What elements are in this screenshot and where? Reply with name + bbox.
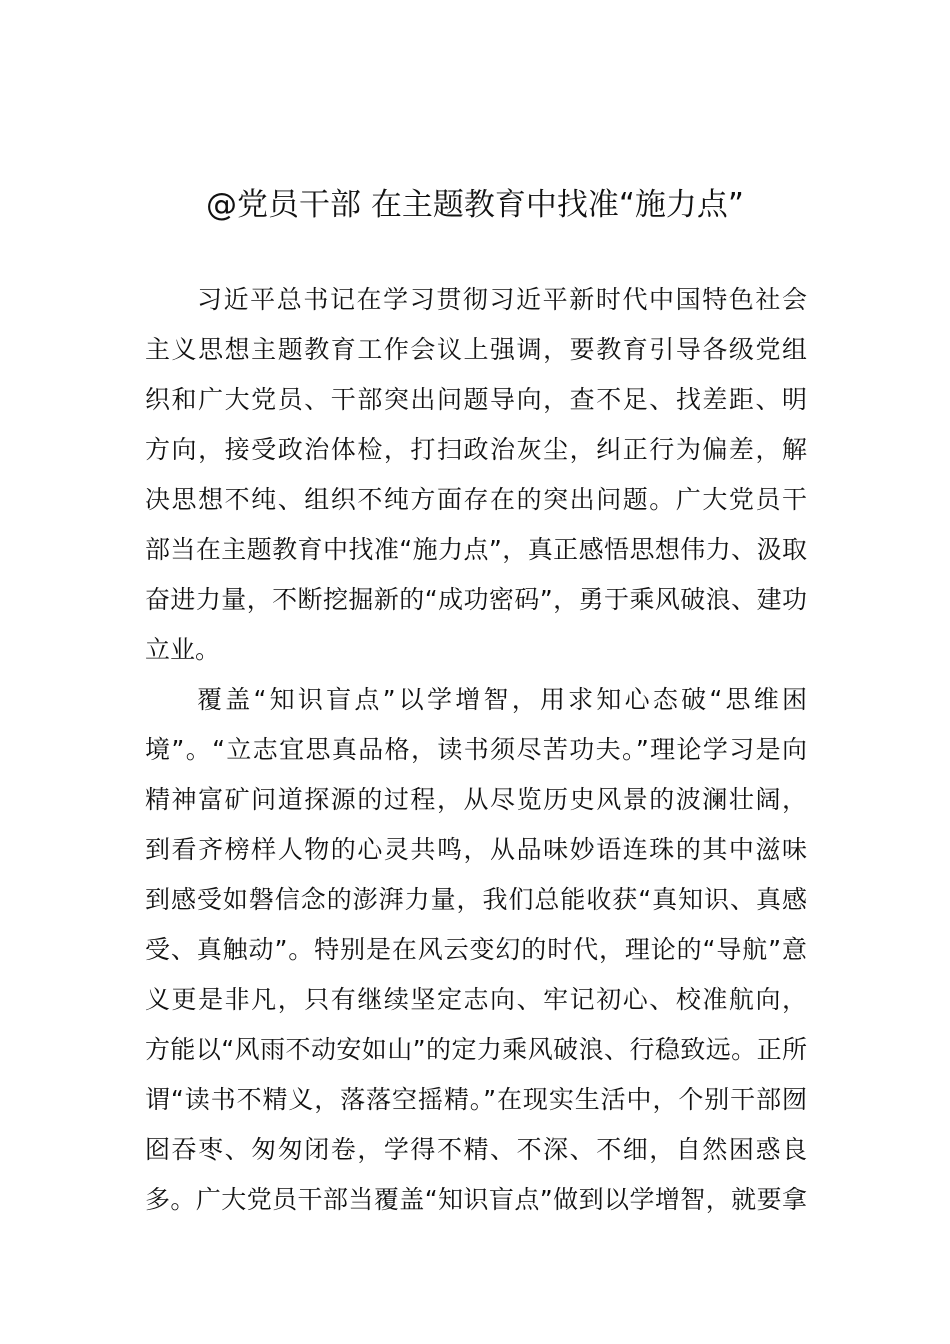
body-line: 到感受如磐信念的澎湃力量，我们总能收获“真知识、真感	[145, 885, 807, 914]
body-line: 部当在主题教育中找准“施力点”，真正感悟思想伟力、汲取	[145, 535, 807, 564]
body-line: 方能以“风雨不动安如山”的定力乘风破浪、行稳致远。正所	[145, 1035, 807, 1064]
body-line: 立业。	[145, 635, 221, 664]
body-line: 谓“读书不精义，落落空摇精。”在现实生活中，个别干部囫	[145, 1085, 807, 1114]
body-line: 囵吞枣、匆匆闭卷，学得不精、不深、不细，自然困惑良	[145, 1135, 807, 1164]
body-line: 到看齐榜样人物的心灵共鸣，从品味妙语连珠的其中滋味	[145, 835, 807, 864]
body-line: 多。广大党员干部当覆盖“知识盲点”做到以学增智，就要拿	[145, 1185, 807, 1214]
body-line: 奋进力量，不断挖掘新的“成功密码”，勇于乘风破浪、建功	[145, 585, 807, 614]
body-line: 习近平总书记在学习贯彻习近平新时代中国特色社会	[197, 285, 807, 314]
body-line: 主义思想主题教育工作会议上强调，要教育引导各级党组	[145, 335, 807, 364]
body-line: 决思想不纯、组织不纯方面存在的突出问题。广大党员干	[145, 485, 807, 514]
body-line: 境”。“立志宜思真品格，读书须尽苦功夫。”理论学习是向	[145, 735, 807, 764]
body-line: 义更是非凡，只有继续坚定志向、牢记初心、校准航向，	[145, 985, 807, 1014]
body-line: 精神富矿问道探源的过程，从尽览历史风景的波澜壮阔，	[145, 785, 807, 814]
document-body	[145, 275, 807, 1225]
body-line: 受、真触动”。特别是在风云变幻的时代，理论的“导航”意	[145, 935, 807, 964]
body-line: 覆盖“知识盲点”以学增智，用求知心态破“思维困	[197, 685, 807, 714]
document-title: @党员干部 在主题教育中找准“施力点”	[206, 187, 744, 223]
body-line: 方向，接受政治体检，打扫政治灰尘，纠正行为偏差，解	[145, 435, 807, 464]
body-line: 织和广大党员、干部突出问题导向，查不足、找差距、明	[145, 385, 807, 414]
